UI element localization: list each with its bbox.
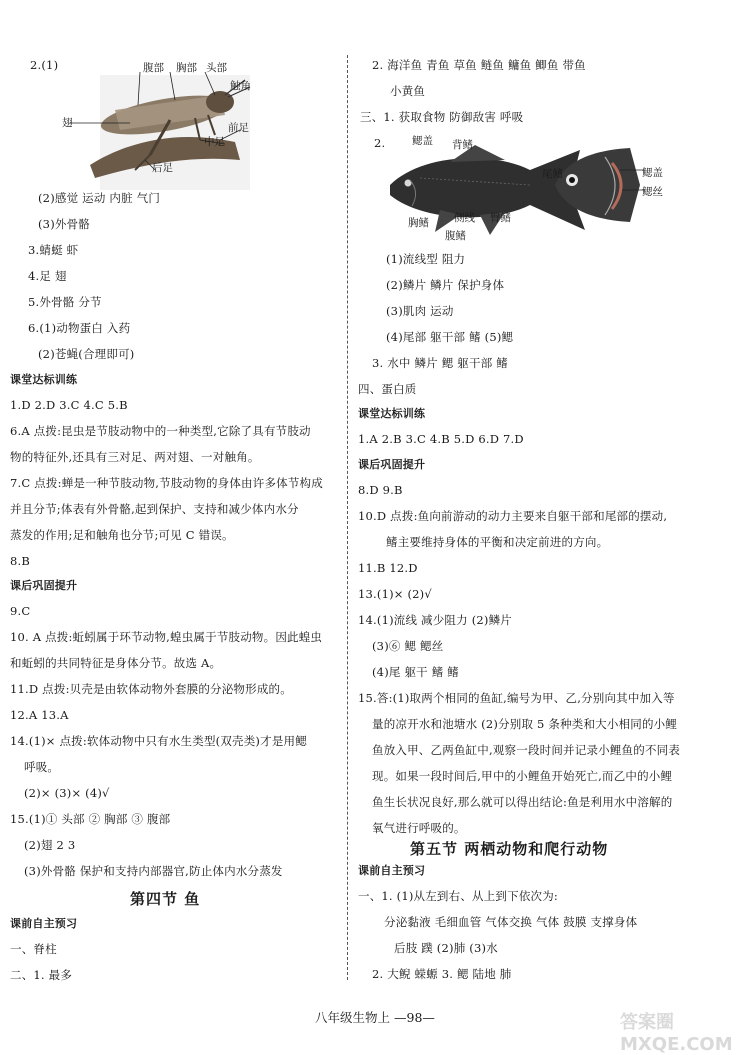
r-a1: 1.A 2.B 3.C 4.B 5.D 6.D 7.D: [358, 432, 524, 446]
r-a15-6: 氧气进行呼吸的。: [372, 821, 466, 835]
l-a6-1: 6.A 点拨:昆虫是节肢动物中的一种类型,它除了具有节肢动: [10, 424, 311, 438]
label-head: 头部: [206, 62, 227, 74]
r-a15-1: 15.答:(1)取两个相同的鱼缸,编号为甲、乙,分别向其中加入等: [358, 691, 675, 705]
r-a15-3: 鱼放入甲、乙两鱼缸中,观察一段时间并记录小鲤鱼的不同表: [372, 743, 681, 757]
r-p2: 分泌黏液 毛细血管 气体交换 气体 鼓膜 支撑身体: [384, 915, 638, 929]
l-a1: 1.D 2.D 3.C 4.C 5.B: [10, 398, 128, 412]
l-a9: 9.C: [10, 604, 31, 618]
l-a10-2: 和蚯蚓的共同特征是身体分节。故选 A。: [10, 656, 222, 670]
l-q6-1: 6.(1)动物蛋白 入药: [28, 321, 131, 335]
r-2-2: 小黄鱼: [390, 84, 426, 98]
r-s5: 3. 水中 鳞片 鳃 躯干部 鳍: [372, 356, 508, 370]
page-footer: 八年级生物上 —98—: [315, 1010, 435, 1025]
l-a11: 11.D 点拨:贝壳是由软体动物外套膜的分泌物形成的。: [10, 682, 292, 696]
r-a10-2: 鳍主要维持身体的平衡和决定前进的方向。: [386, 535, 609, 549]
r-4: 四、蛋白质: [358, 382, 417, 396]
l-a15-2: (2)翅 2 3: [24, 838, 76, 852]
r-p4: 2. 大鲵 蝾螈 3. 鳃 陆地 肺: [372, 967, 512, 981]
r-a15-2: 量的凉开水和池塘水 (2)分别取 5 条种类和大小相同的小鲤: [372, 717, 678, 731]
label-thorax: 胸部: [176, 62, 197, 74]
l-a7-1: 7.C 点拨:蝉是一种节肢动物,节肢动物的身体由许多体节构成: [10, 476, 323, 490]
l-a7-2: 并且分节;体表有外骨骼,起到保护、支持和减少体内水分: [10, 502, 299, 516]
r-a15-5: 鱼生长状况良好,那么就可以得出结论:鱼是利用水中溶解的: [372, 795, 673, 809]
l-a14-2: 呼吸。: [24, 760, 60, 774]
l-q2-3: (3)外骨骼: [38, 217, 90, 231]
r-s2: (2)鳞片 鳞片 保护身体: [386, 278, 505, 292]
label-abdomen: 腹部: [143, 62, 164, 74]
label-operculum: 鳃盖: [412, 135, 433, 147]
label-antenna: 触角: [230, 80, 251, 92]
l-p1: 一、脊柱: [10, 942, 57, 956]
r-a14-3: (4)尾 躯干 鳍 鳍: [372, 665, 459, 679]
l-a8: 8.B: [10, 554, 31, 568]
r-a14-2: (3)⑥ 鳃 鳃丝: [372, 639, 444, 653]
column-divider: [347, 55, 348, 980]
label-wing: 翅: [62, 117, 73, 129]
r-s3: (3)肌肉 运动: [386, 304, 454, 318]
fish-head-figure: [550, 145, 645, 225]
heading-preview-r: 课前自主预习: [358, 864, 426, 877]
r-p3: 后肢 蹼 (2)肺 (3)水: [394, 941, 498, 955]
l-a14-1: 14.(1)× 点拨:软体动物中只有水生类型(双壳类)才是用鳃: [10, 734, 307, 748]
r-p1: 一、1. (1)从左到右、从上到下依次为:: [358, 889, 558, 903]
label-lateral-line: 侧线: [454, 212, 475, 224]
label-midleg: 中足: [204, 136, 225, 148]
l-a15-3: (3)外骨骼 保护和支持内部器官,防止体内水分蒸发: [24, 864, 283, 878]
l-q5: 5.外骨骼 分节: [28, 295, 102, 309]
label-tail-fin: 尾鳍: [542, 168, 563, 180]
r-s1: (1)流线型 阻力: [386, 252, 466, 266]
section-5-title: 第五节 两栖动物和爬行动物: [410, 840, 609, 858]
l-a10-1: 10. A 点拨:蚯蚓属于环节动物,蝗虫属于节肢动物。因此蝗虫: [10, 630, 323, 644]
label-gill-filament: 鳃丝: [642, 186, 663, 198]
heading-class-training-r: 课堂达标训练: [358, 407, 426, 420]
label-hindleg: 后足: [152, 162, 173, 174]
r-a10-1: 10.D 点拨:鱼向前游动的动力主要来自躯干部和尾部的摆动,: [358, 509, 668, 523]
l-p2: 二、1. 最多: [10, 968, 73, 982]
r-s4: (4)尾部 躯干部 鳍 (5)鳃: [386, 330, 514, 344]
q2-1: 2.(1): [30, 58, 59, 72]
label-operculum-2: 鳃盖: [642, 167, 663, 179]
l-q3: 3.蜻蜓 虾: [28, 243, 79, 257]
heading-after-class-r: 课后巩固提升: [358, 458, 426, 471]
l-q2-2: (2)感觉 运动 内脏 气门: [38, 191, 161, 205]
heading-after-class: 课后巩固提升: [10, 579, 78, 592]
l-a12: 12.A 13.A: [10, 708, 69, 722]
heading-class-training: 课堂达标训练: [10, 373, 78, 386]
r-a8: 8.D 9.B: [358, 483, 403, 497]
l-q6-2: (2)苍蝇(合理即可): [38, 347, 135, 361]
l-a6-2: 物的特征外,还具有三对足、两对翅、一对触角。: [10, 450, 260, 464]
r-a15-4: 现。如果一段时间后,甲中的小鲤鱼开始死亡,而乙中的小鲤: [372, 769, 673, 783]
r-3-1: 三、1. 获取食物 防御敌害 呼吸: [360, 110, 524, 124]
r-3-2: 2.: [374, 136, 386, 150]
l-a15-1: 15.(1)① 头部 ② 胸部 ③ 腹部: [10, 812, 171, 826]
r-a13: 13.(1)× (2)√: [358, 587, 432, 601]
label-foreleg: 前足: [228, 122, 249, 134]
r-a14-1: 14.(1)流线 减少阻力 (2)鳞片: [358, 613, 512, 627]
watermark-logo: 答案圈 MXQE.COM: [620, 1012, 733, 1055]
r-2-1: 2. 海洋鱼 青鱼 草鱼 鲢鱼 鳙鱼 鲫鱼 带鱼: [372, 58, 586, 72]
l-a7-3: 蒸发的作用;足和触角也分节;可见 C 错误。: [10, 528, 234, 542]
label-anal-fin: 臀鳍: [490, 212, 511, 224]
label-pelvic-fin: 腹鳍: [445, 230, 466, 242]
heading-preview: 课前自主预习: [10, 917, 78, 930]
l-a14-3: (2)× (3)× (4)√: [24, 786, 110, 800]
label-dorsal-fin: 背鳍: [452, 139, 473, 151]
section-4-title: 第四节 鱼: [130, 890, 201, 908]
l-q4: 4.足 翅: [28, 269, 67, 283]
label-pectoral-fin: 胸鳍: [408, 217, 429, 229]
r-a11: 11.B 12.D: [358, 561, 418, 575]
